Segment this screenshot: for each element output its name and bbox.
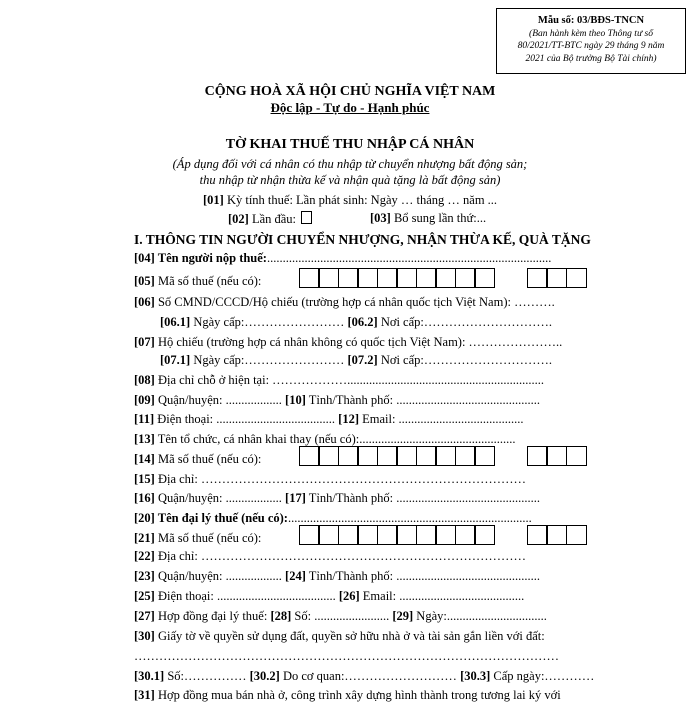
- motto: Độc lập - Tự do - Hạnh phúc: [270, 100, 430, 115]
- id-number-row: [06] Số CMND/CCCD/Hộ chiếu (trường hợp cá nhân quốc tịch Việt Nam): ……….: [134, 295, 555, 309]
- agent-phone-email-row: [25] Điện thoại: ...................................... [26] Email: ........................................: [134, 589, 525, 603]
- district-province-row: [09] Quận/huyện: .................. [10] Tỉnh/Thành phố: ..............................................: [134, 393, 540, 407]
- tax-period-row: [01] Kỳ tính thuế: Lần phát sinh: Ngày … tháng … năm ...: [203, 193, 498, 207]
- agent-district-row: [23] Quận/huyện: .................. [24] Tỉnh/Thành phố: ..............................................: [134, 569, 540, 583]
- declarant-tax-code-boxes[interactable]: [300, 446, 495, 466]
- form-code: Mẫu số: 03/BĐS-TNCN: [537, 15, 645, 26]
- id-issue-row: [06.1] Ngày cấp:…………………… [06.2] Nơi cấp:………………………….: [160, 315, 552, 329]
- form-title: TỜ KHAI THUẾ THU NHẬP CÁ NHÂN: [225, 137, 475, 152]
- phone-email-row: [11] Điện thoại: ...................................... [12] Email: ........................................: [134, 412, 524, 426]
- form-note-line-2: 80/2021/TT-BTC ngày 29 tháng 9 năm: [517, 41, 665, 51]
- certificate-details-row: [30.1] Số:…………… [30.2] Do cơ quan:……………………… [30.3] Cấp ngày:…………: [134, 669, 595, 683]
- section-1-heading: I. THÔNG TIN NGƯỜI CHUYỂN NHƯỢNG, NHẬN THỪA KẾ, QUÀ TẶNG: [134, 232, 591, 247]
- form-subtitle-1: (Áp dụng đối với cá nhân có thu nhập từ chuyển nhượng bất động sản;: [172, 157, 528, 171]
- land-certificate-row: [30] Giấy tờ về quyền sử dụng đất, quyền sở hữu nhà ở và tài sản gắn liền với đất:: [134, 629, 545, 643]
- land-certificate-dots: …………………………………………………………………………………………: [134, 649, 559, 663]
- declarant-name-row: [13] Tên tổ chức, cá nhân khai thay (nếu có):..................................................: [134, 432, 516, 446]
- declarant-district-row: [16] Quận/huyện: .................. [17] Tỉnh/Thành phố: ..............................................: [134, 491, 540, 505]
- form-code-box: [496, 8, 686, 74]
- form-subtitle-2: thu nhập từ nhận thừa kế và nhận quà tặng là bất động sản): [199, 173, 501, 187]
- passport-row: [07] Hộ chiếu (trường hợp cá nhân không có quốc tịch Việt Nam): …………………..: [134, 335, 563, 349]
- form-note-line-1: (Ban hành kèm theo Thông tư số: [529, 28, 653, 39]
- tax-code-boxes[interactable]: [300, 268, 495, 288]
- agent-address-row: [22] Địa chỉ: ……………………………………………………………………: [134, 549, 526, 563]
- declarant-address-row: [15] Địa chỉ: ……………………………………………………………………: [134, 472, 526, 486]
- agent-tax-code-boxes[interactable]: [300, 525, 495, 545]
- agent-contract-row: [27] Hợp đồng đại lý thuế: [28] Số: ........................ [29] Ngày:................................: [134, 609, 547, 623]
- supplement-row: [03] Bổ sung lần thứ:...: [370, 211, 487, 225]
- tax-agent-name-row: [20] Tên đại lý thuế (nếu có):..............................................................................: [134, 511, 532, 525]
- first-time-row: [02] Lần đầu:: [228, 211, 314, 227]
- tax-code-row: [05] Mã số thuế (nếu có):: [134, 274, 262, 288]
- country-name: CỘNG HOÀ XÃ HỘI CHỦ NGHĨA VIỆT NAM: [204, 84, 496, 99]
- tax-code-suffix-boxes[interactable]: [528, 268, 587, 288]
- first-time-checkbox[interactable]: [301, 211, 312, 224]
- purchase-contract-row: [31] Hợp đồng mua bán nhà ở, công trình xây dựng hình thành trong tương lai ký với: [134, 688, 561, 702]
- taxpayer-name-row: [04] Tên người nộp thuế:...........................................................................................: [134, 251, 552, 265]
- form-note-line-3: 2021 của Bộ trưởng Bộ Tài chính): [525, 53, 657, 64]
- agent-tax-code-suffix-boxes[interactable]: [528, 525, 587, 545]
- agent-tax-code-row: [21] Mã số thuế (nếu có):: [134, 531, 262, 545]
- current-address-row: [08] Địa chỉ chỗ ở hiện tại: ………………...............................................................: [134, 373, 545, 387]
- declarant-tax-code-suffix-boxes[interactable]: [528, 446, 587, 466]
- declarant-tax-code-row: [14] Mã số thuế (nếu có):: [134, 452, 262, 466]
- passport-issue-row: [07.1] Ngày cấp:…………………… [07.2] Nơi cấp:………………………….: [160, 353, 552, 367]
